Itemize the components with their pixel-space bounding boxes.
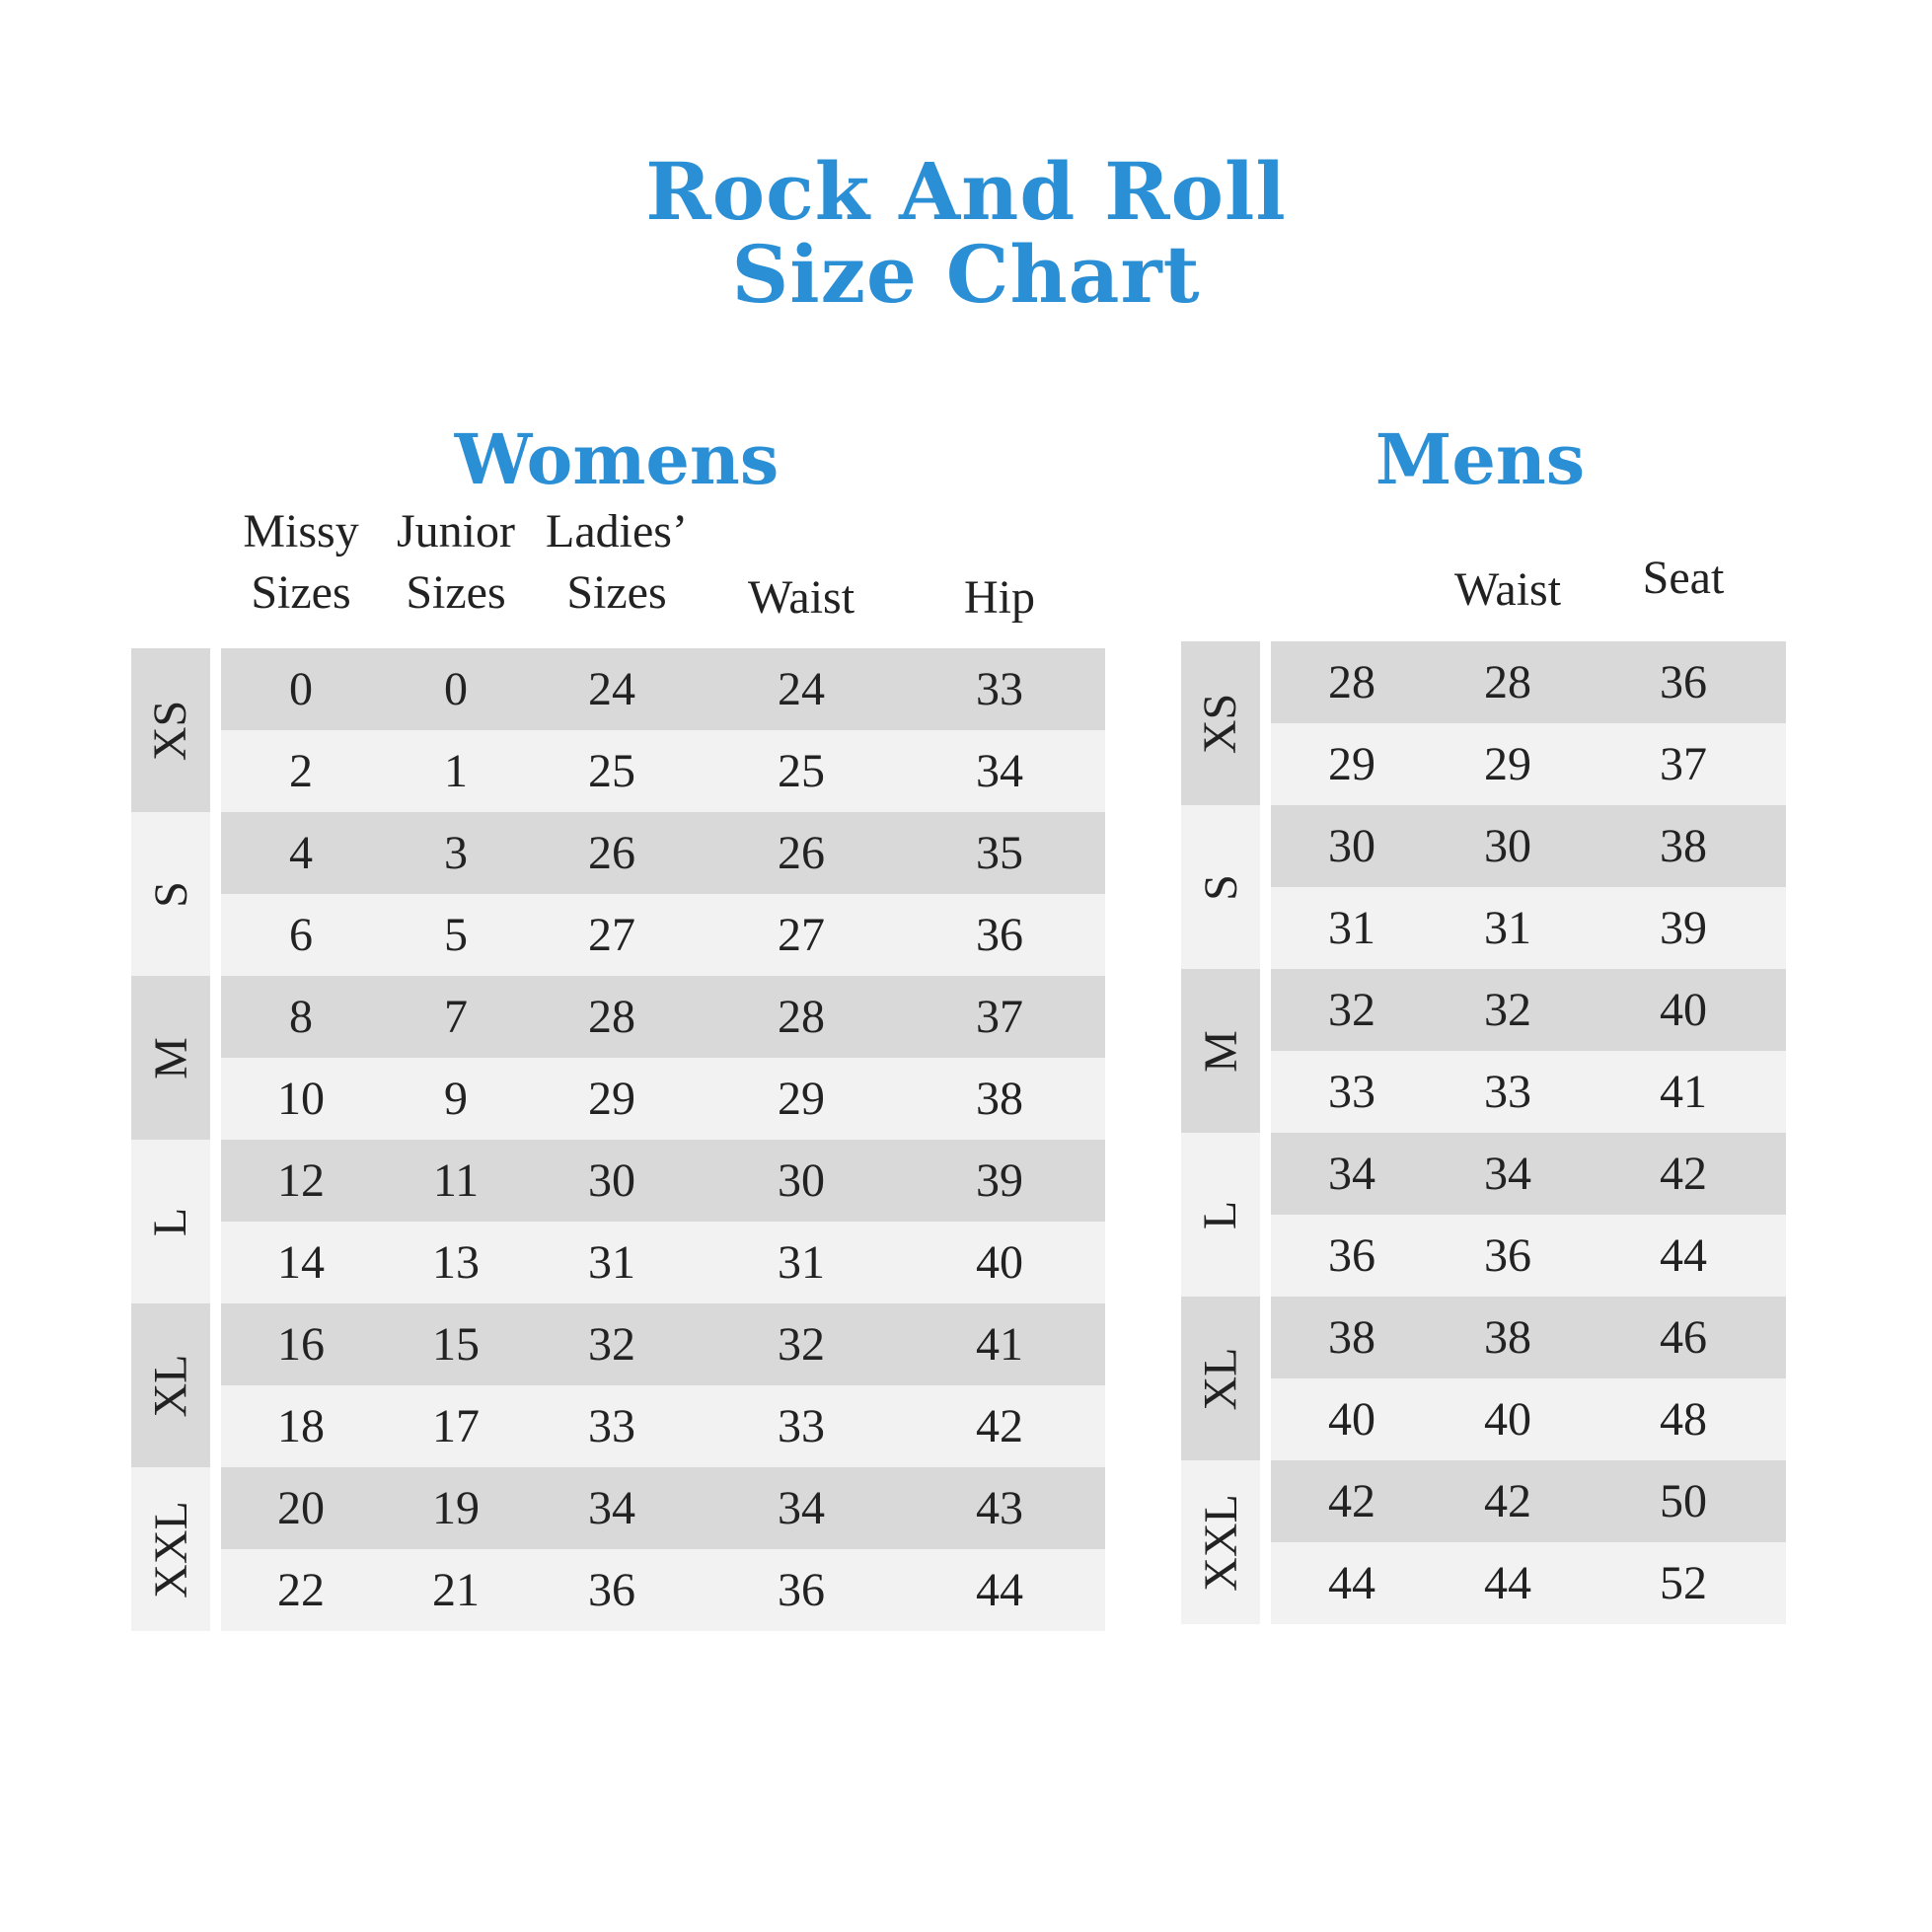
chart-title-line-2: Size Chart <box>731 228 1201 321</box>
womens-cell: 38 <box>976 1073 1023 1125</box>
mens-cell: 52 <box>1660 1557 1707 1609</box>
womens-cell: 41 <box>976 1318 1023 1371</box>
mens-cell: 36 <box>1660 656 1707 708</box>
mens-size-label-s <box>1181 805 1260 969</box>
womens-cell: 32 <box>778 1318 825 1371</box>
mens-cell: 30 <box>1328 820 1375 872</box>
womens-cell: 33 <box>976 663 1023 715</box>
mens-size-label-text: M <box>1194 1029 1247 1073</box>
womens-cell: 36 <box>976 909 1023 961</box>
mens-cell: 44 <box>1660 1229 1707 1282</box>
womens-cell: 33 <box>778 1400 825 1452</box>
womens-size-label-s <box>131 812 210 976</box>
womens-header-1-line2: Sizes <box>406 566 506 619</box>
womens-cell: 32 <box>588 1318 635 1371</box>
womens-cell: 16 <box>277 1318 325 1371</box>
mens-cell: 29 <box>1484 738 1531 790</box>
womens-cell: 29 <box>778 1073 825 1125</box>
womens-cell: 31 <box>588 1236 635 1289</box>
womens-header-3-line2: Waist <box>747 571 855 624</box>
womens-size-label-text: XS <box>144 700 197 761</box>
mens-size-label-l <box>1181 1133 1260 1297</box>
womens-cell: 33 <box>588 1400 635 1452</box>
womens-cell: 30 <box>778 1154 825 1207</box>
womens-cell: 40 <box>976 1236 1023 1289</box>
womens-cell: 11 <box>432 1154 480 1207</box>
womens-cell: 25 <box>778 745 825 797</box>
womens-cell: 0 <box>444 663 468 715</box>
womens-cell: 29 <box>588 1073 635 1125</box>
womens-section-title: Womens <box>454 418 780 500</box>
mens-cell: 38 <box>1484 1311 1531 1364</box>
mens-section-title: Mens <box>1375 418 1586 500</box>
womens-cell: 36 <box>778 1564 825 1616</box>
mens-cell: 40 <box>1328 1393 1375 1446</box>
womens-header-0-line1: Missy <box>243 505 359 557</box>
mens-size-label-xxl <box>1181 1460 1260 1624</box>
mens-cell: 42 <box>1660 1148 1707 1200</box>
mens-size-label-text: XXL <box>1194 1493 1247 1592</box>
mens-cell: 34 <box>1328 1148 1375 1200</box>
mens-cell: 50 <box>1660 1475 1707 1527</box>
mens-cell: 36 <box>1484 1229 1531 1282</box>
womens-size-label-text: XXL <box>144 1500 197 1598</box>
mens-cell: 32 <box>1328 984 1375 1036</box>
womens-header-4-line2: Hip <box>964 571 1035 624</box>
womens-cell: 27 <box>778 909 825 961</box>
womens-cell: 24 <box>588 663 635 715</box>
womens-cell: 2 <box>289 745 313 797</box>
womens-cell: 25 <box>588 745 635 797</box>
mens-cell: 28 <box>1484 656 1531 708</box>
womens-cell: 39 <box>976 1154 1023 1207</box>
womens-cell: 14 <box>277 1236 325 1289</box>
mens-cell: 31 <box>1484 902 1531 954</box>
mens-size-label-xs <box>1181 641 1260 805</box>
womens-cell: 24 <box>778 663 825 715</box>
womens-cell: 27 <box>588 909 635 961</box>
womens-cell: 26 <box>588 827 635 879</box>
womens-cell: 15 <box>432 1318 480 1371</box>
mens-cell: 38 <box>1328 1311 1375 1364</box>
womens-cell: 3 <box>444 827 468 879</box>
womens-cell: 35 <box>976 827 1023 879</box>
mens-cell: 33 <box>1328 1066 1375 1118</box>
womens-cell: 0 <box>289 663 313 715</box>
womens-size-label-l <box>131 1140 210 1303</box>
womens-size-label-xxl <box>131 1467 210 1631</box>
mens-cell: 28 <box>1328 656 1375 708</box>
mens-cell: 46 <box>1660 1311 1707 1364</box>
womens-cell: 36 <box>588 1564 635 1616</box>
womens-size-label-text: XL <box>144 1354 197 1417</box>
mens-cell: 37 <box>1660 738 1707 790</box>
mens-size-label-m <box>1181 969 1260 1133</box>
womens-cell: 37 <box>976 991 1023 1043</box>
womens-cell: 17 <box>432 1400 480 1452</box>
mens-cell: 34 <box>1484 1148 1531 1200</box>
mens-cell: 29 <box>1328 738 1375 790</box>
mens-cell: 42 <box>1328 1475 1375 1527</box>
mens-cell: 33 <box>1484 1066 1531 1118</box>
womens-cell: 7 <box>444 991 468 1043</box>
womens-size-label-text: L <box>144 1207 197 1236</box>
womens-cell: 12 <box>277 1154 325 1207</box>
womens-cell: 43 <box>976 1482 1023 1534</box>
mens-cell: 36 <box>1328 1229 1375 1282</box>
mens-size-label-text: XS <box>1194 693 1247 754</box>
womens-cell: 34 <box>588 1482 635 1534</box>
mens-cell: 39 <box>1660 902 1707 954</box>
mens-size-label-xl <box>1181 1297 1260 1460</box>
womens-cell: 6 <box>289 909 313 961</box>
mens-cell: 40 <box>1484 1393 1531 1446</box>
womens-size-label-xl <box>131 1303 210 1467</box>
mens-cell: 44 <box>1328 1557 1375 1609</box>
womens-cell: 13 <box>432 1236 480 1289</box>
womens-cell: 8 <box>289 991 313 1043</box>
womens-cell: 21 <box>432 1564 480 1616</box>
mens-size-label-text: S <box>1194 873 1247 901</box>
mens-header-1: Waist <box>1453 563 1562 616</box>
mens-size-label-text: L <box>1194 1200 1247 1229</box>
womens-cell: 10 <box>277 1073 325 1125</box>
womens-cell: 28 <box>778 991 825 1043</box>
womens-cell: 42 <box>976 1400 1023 1452</box>
womens-size-label-xs <box>131 648 210 812</box>
mens-cell: 30 <box>1484 820 1531 872</box>
mens-cell: 42 <box>1484 1475 1531 1527</box>
womens-cell: 20 <box>277 1482 325 1534</box>
mens-cell: 38 <box>1660 820 1707 872</box>
mens-cell: 40 <box>1660 984 1707 1036</box>
womens-header-2-line1: Ladies’ <box>546 505 688 557</box>
womens-cell: 26 <box>778 827 825 879</box>
mens-cell: 41 <box>1660 1066 1707 1118</box>
womens-cell: 28 <box>588 991 635 1043</box>
womens-header-1-line1: Junior <box>397 505 515 557</box>
chart-title-line-1: Rock And Roll <box>645 145 1287 238</box>
mens-cell: 44 <box>1484 1557 1531 1609</box>
womens-cell: 9 <box>444 1073 468 1125</box>
womens-size-label-text: M <box>144 1036 197 1079</box>
womens-header-0-line2: Sizes <box>251 566 351 619</box>
mens-cell: 31 <box>1328 902 1375 954</box>
womens-cell: 34 <box>778 1482 825 1534</box>
womens-cell: 4 <box>289 827 313 879</box>
womens-cell: 34 <box>976 745 1023 797</box>
mens-cell: 48 <box>1660 1393 1707 1446</box>
womens-cell: 31 <box>778 1236 825 1289</box>
mens-header-2: Seat <box>1642 552 1725 604</box>
mens-cell: 32 <box>1484 984 1531 1036</box>
mens-size-label-text: XL <box>1194 1347 1247 1410</box>
womens-header-2-line2: Sizes <box>566 566 667 619</box>
womens-cell: 18 <box>277 1400 325 1452</box>
womens-cell: 1 <box>444 745 468 797</box>
womens-size-label-text: S <box>144 880 197 908</box>
womens-cell: 19 <box>432 1482 480 1534</box>
womens-cell: 44 <box>976 1564 1023 1616</box>
womens-size-label-m <box>131 976 210 1140</box>
womens-cell: 5 <box>444 909 468 961</box>
womens-cell: 30 <box>588 1154 635 1207</box>
womens-cell: 22 <box>277 1564 325 1616</box>
